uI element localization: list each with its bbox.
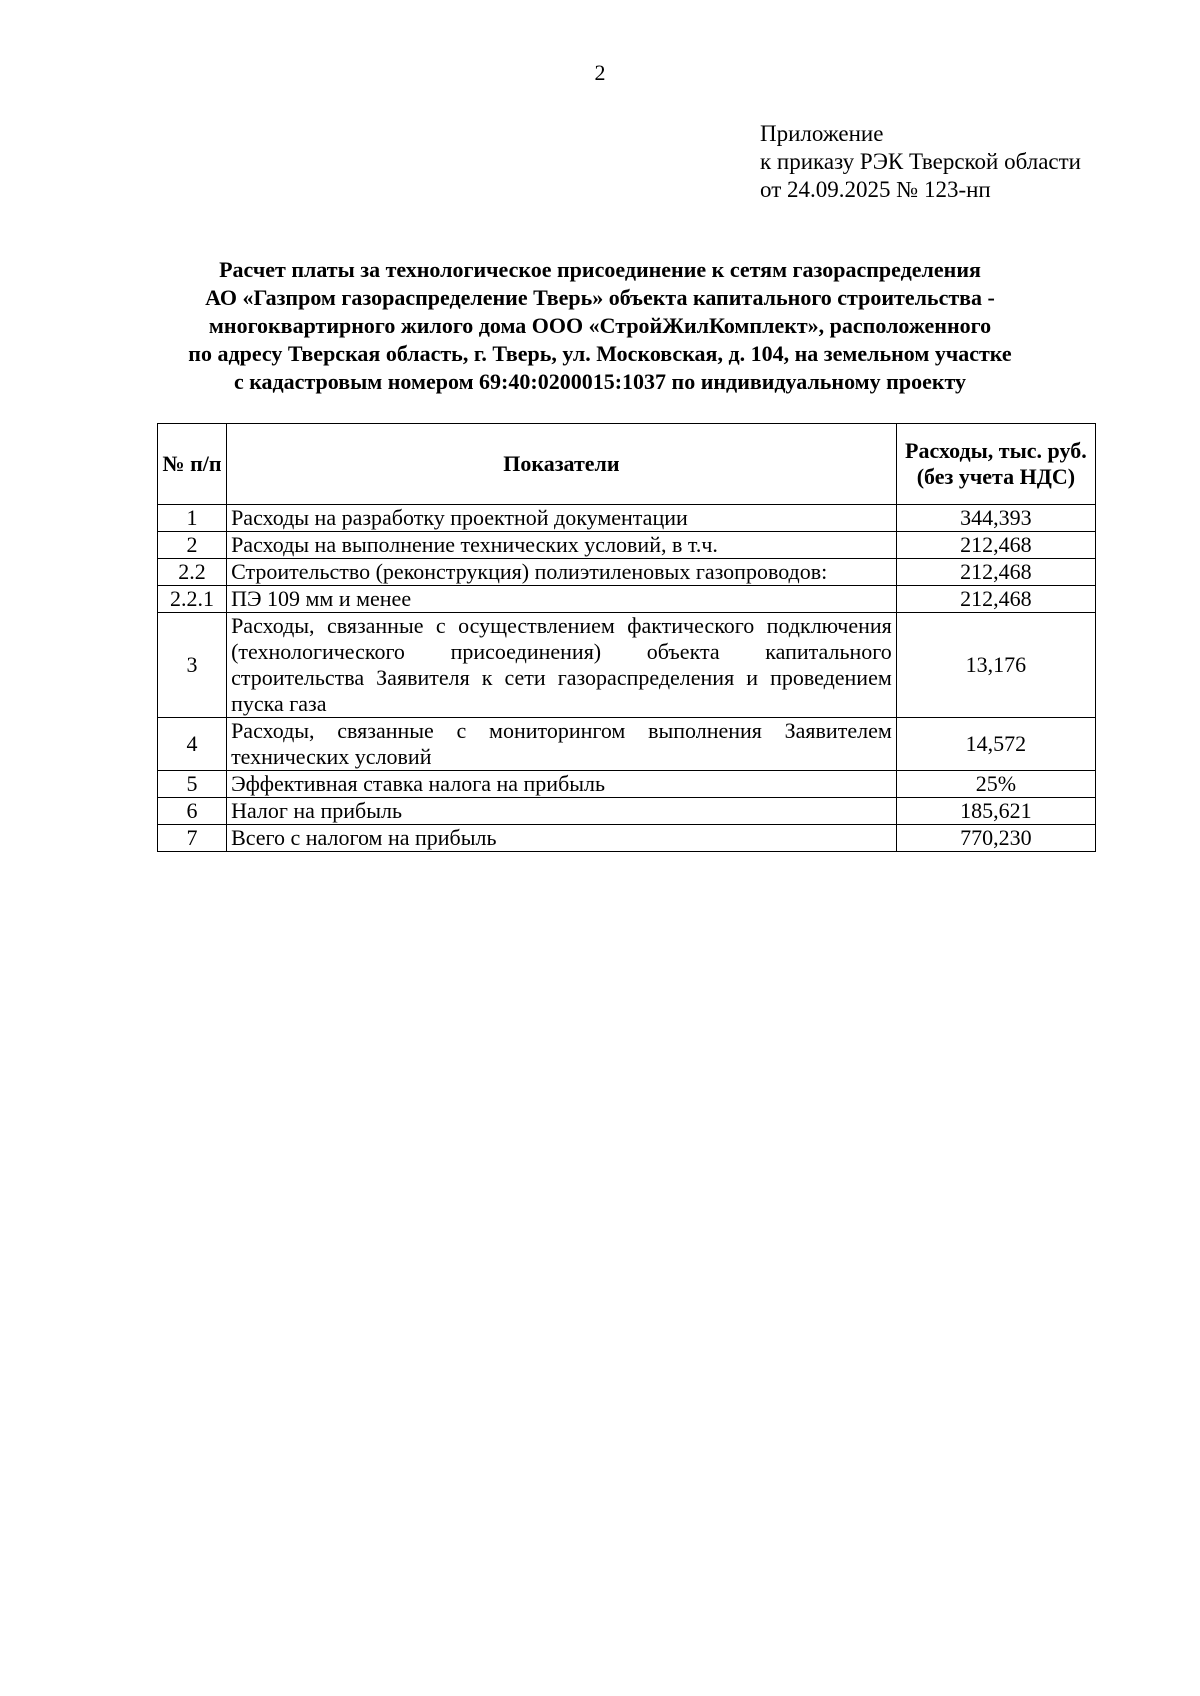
- row-num: 4: [158, 718, 227, 771]
- page-number: 2: [594, 60, 606, 85]
- table-row: [158, 559, 1096, 586]
- header-num: № п/п: [158, 424, 227, 505]
- table-row: [158, 771, 1096, 798]
- row-num: 5: [158, 771, 227, 798]
- row-name: ПЭ 109 мм и менее: [227, 586, 897, 613]
- row-name: Налог на прибыль: [227, 798, 897, 825]
- row-value: 185,621: [896, 798, 1095, 825]
- row-value: 770,230: [896, 825, 1095, 852]
- row-num: 2: [158, 532, 227, 559]
- table-row: [158, 798, 1096, 825]
- document-title: [100, 256, 1100, 396]
- appendix-line-3: от 24.09.2025 № 123-нп: [760, 177, 991, 202]
- appendix-line-2: к приказу РЭК Тверской области: [760, 149, 1081, 174]
- appendix-block: [760, 120, 1081, 204]
- row-num: 7: [158, 825, 227, 852]
- row-num: 3: [158, 613, 227, 718]
- row-num: 1: [158, 505, 227, 532]
- table-row: [158, 718, 1096, 771]
- title-line-1: Расчет платы за технологическое присоединение к сетям газораспределения: [219, 257, 981, 282]
- cost-table: [157, 423, 1096, 852]
- title-line-2: АО «Газпром газораспределение Тверь» объекта капитального строительства -: [205, 285, 995, 310]
- appendix-line-1: Приложение: [760, 121, 884, 146]
- title-line-5: с кадастровым номером 69:40:0200015:1037 по индивидуальному проекту: [233, 369, 967, 394]
- row-value: 25%: [896, 771, 1095, 798]
- row-name: Строительство (реконструкция) полиэтиленовых газопроводов:: [227, 559, 897, 586]
- table-row: [158, 825, 1096, 852]
- row-value: 14,572: [896, 718, 1095, 771]
- header-name: Показатели: [227, 424, 897, 505]
- row-name: Расходы на разработку проектной документации: [227, 505, 897, 532]
- row-value: 344,393: [896, 505, 1095, 532]
- table-row: [158, 532, 1096, 559]
- row-name: Всего с налогом на прибыль: [227, 825, 897, 852]
- row-name: Расходы, связанные с мониторингом выполнения Заявителем технических условий: [227, 718, 897, 771]
- row-value: 13,176: [896, 613, 1095, 718]
- table-header-row: [158, 424, 1096, 505]
- row-num: 2.2.1: [158, 586, 227, 613]
- row-value: 212,468: [896, 559, 1095, 586]
- header-value: Расходы, тыс. руб. (без учета НДС): [896, 424, 1095, 505]
- title-line-3: многоквартирного жилого дома ООО «СтройЖилКомплект», расположенного: [208, 313, 992, 338]
- table-row: [158, 586, 1096, 613]
- row-name: Расходы, связанные с осуществлением фактического подключения (технологического присоединения) объекта капитального строительства Заявителя к сети газораспределения и проведением пуска газа: [227, 613, 897, 718]
- row-name: Расходы на выполнение технических условий, в т.ч.: [227, 532, 897, 559]
- row-num: 6: [158, 798, 227, 825]
- row-value: 212,468: [896, 532, 1095, 559]
- table-row: [158, 505, 1096, 532]
- row-name: Эффективная ставка налога на прибыль: [227, 771, 897, 798]
- title-line-4: по адресу Тверская область, г. Тверь, ул. Московская, д. 104, на земельном участке: [188, 341, 1012, 366]
- table-row: [158, 613, 1096, 718]
- row-value: 212,468: [896, 586, 1095, 613]
- row-num: 2.2: [158, 559, 227, 586]
